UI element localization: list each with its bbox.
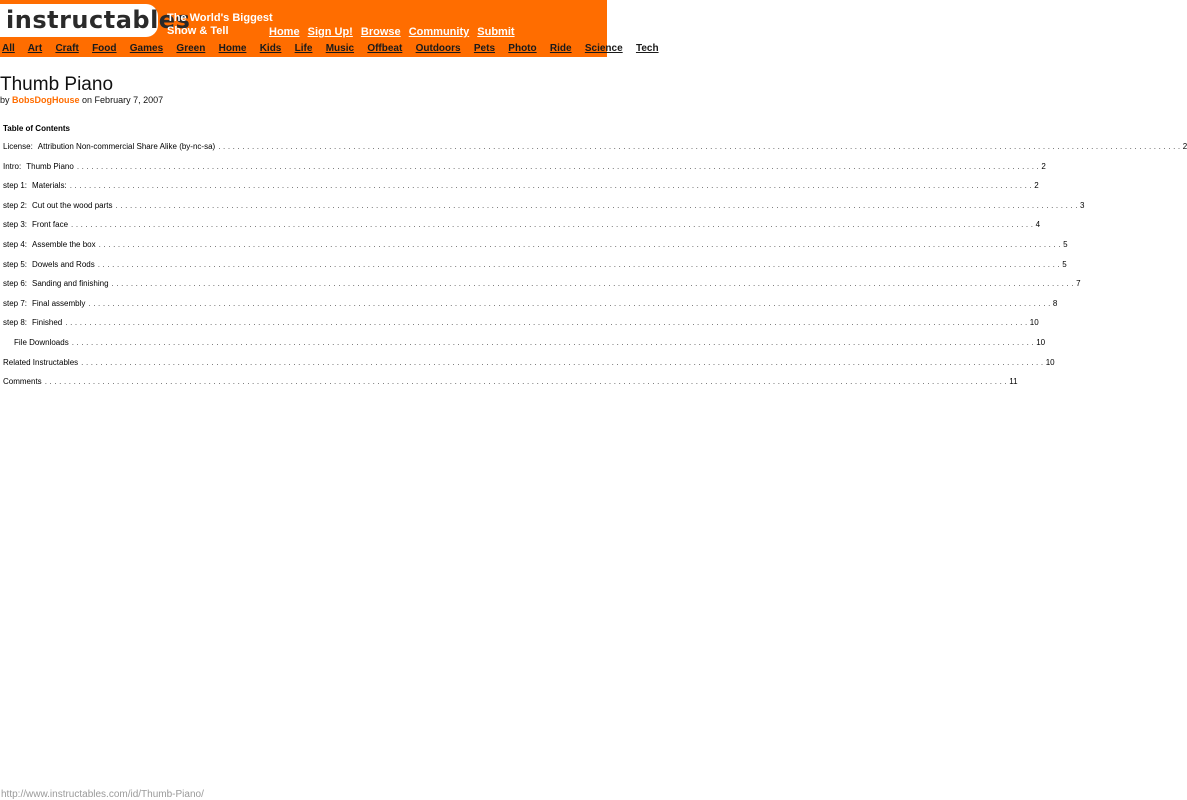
category-music-link[interactable]: Music: [325, 43, 355, 54]
toc-entry-label[interactable]: [3, 142, 218, 151]
toc-entry-prefix: step 2:: [3, 200, 28, 210]
category-pets-link[interactable]: Pets: [473, 43, 496, 54]
toc-entry-prefix: step 1:: [3, 181, 28, 191]
toc-page-number: 4: [1035, 220, 1041, 230]
toc-leader-dots: ........................................................................................................................................................................................................: [71, 220, 1036, 230]
toc-leader-dots: ........................................................................................................................................................................................................: [97, 259, 1063, 269]
toc-row[interactable]: [3, 259, 1067, 280]
toc-page-number: 10: [1029, 318, 1039, 328]
toc-entry-text[interactable]: Cut out the wood parts: [32, 200, 113, 210]
logo[interactable]: [0, 4, 191, 37]
toc-entry-text[interactable]: Thumb Piano: [26, 161, 74, 171]
toc-page-number: 5: [1063, 239, 1068, 249]
toc-entry-label[interactable]: [3, 299, 88, 308]
byline-by: by: [0, 95, 10, 105]
toc-row[interactable]: [3, 161, 1046, 182]
category-life-link[interactable]: Life: [294, 43, 313, 54]
toc-page-number: 5: [1062, 259, 1067, 269]
toc-entry-prefix: step 6:: [3, 279, 28, 289]
toc-entry-label[interactable]: [3, 220, 71, 229]
toc-entry-prefix: Intro:: [3, 161, 22, 171]
toc-entry-label[interactable]: [3, 338, 72, 347]
category-art-link[interactable]: Art: [27, 43, 43, 54]
byline: [0, 95, 163, 105]
tagline-line-2: Show & Tell: [167, 25, 229, 37]
toc-entry-text[interactable]: Assemble the box: [32, 239, 96, 249]
toc-page-number: 10: [1045, 357, 1055, 367]
toc-entry-text[interactable]: Finished: [32, 318, 63, 328]
toc-entry-text[interactable]: Materials:: [32, 181, 67, 191]
toc-row[interactable]: [3, 337, 1046, 358]
toc-entry-text[interactable]: Attribution Non-commercial Share Alike (by-nc-sa): [37, 142, 216, 151]
toc-row[interactable]: [3, 181, 1039, 201]
toc-row[interactable]: [3, 298, 1058, 319]
toc-entry-text[interactable]: Front face: [32, 220, 69, 230]
category-offbeat-link[interactable]: Offbeat: [367, 43, 403, 54]
publish-date: on February 7, 2007: [82, 95, 164, 105]
top-nav: [269, 26, 520, 38]
toc-entry-text[interactable]: File Downloads: [14, 337, 69, 347]
nav-signup-link[interactable]: Sign Up!: [307, 26, 353, 38]
toc-leader-dots: ........................................................................................................................................................................................................: [69, 181, 1035, 191]
toc-leader-dots: ........................................................................................................................................................................................................: [98, 239, 1064, 249]
nav-community-link[interactable]: Community: [408, 26, 470, 38]
toc-entry-prefix: step 3:: [3, 220, 28, 230]
toc-page-number: 2: [1041, 161, 1046, 171]
toc-row[interactable]: [3, 239, 1068, 260]
toc-leader-dots: ........................................................................................................................................................................................................: [111, 279, 1077, 289]
toc-entry-label[interactable]: [3, 181, 70, 190]
toc-page-number: 3: [1080, 200, 1085, 210]
site-header: [0, 0, 659, 57]
toc-entry-label[interactable]: [3, 201, 116, 210]
footer-url[interactable]: http://www.instructables.com/id/Thumb-Piano/: [1, 789, 204, 800]
toc-row[interactable]: [3, 318, 1039, 338]
toc-leader-dots: ........................................................................................................................................................................................................: [115, 200, 1081, 210]
nav-browse-link[interactable]: Browse: [360, 26, 401, 38]
category-home-link[interactable]: Home: [218, 43, 247, 54]
tagline-line-1: The World's Biggest: [167, 12, 273, 24]
toc-leader-dots: ........................................................................................................................................................................................................: [65, 318, 1030, 328]
category-tech-link[interactable]: Tech: [635, 43, 659, 54]
toc-leader-dots: ........................................................................................................................................................................................................: [218, 142, 1183, 151]
toc-entry-text[interactable]: Dowels and Rods: [32, 259, 95, 269]
toc-page-number: 8: [1052, 298, 1058, 308]
toc-entry-label[interactable]: [3, 279, 112, 288]
category-nav: [2, 43, 669, 54]
toc-entry-label[interactable]: [3, 162, 77, 171]
toc-entry-prefix: step 7:: [3, 298, 28, 308]
category-kids-link[interactable]: Kids: [259, 43, 282, 54]
toc-entry-label[interactable]: [3, 358, 81, 367]
toc-entry-prefix: step 8:: [3, 318, 28, 328]
category-green-link[interactable]: Green: [176, 43, 206, 54]
toc-entry-label[interactable]: [3, 260, 98, 269]
toc-heading: Table of Contents: [3, 124, 70, 133]
toc-entry-text[interactable]: Related Instructables: [3, 357, 79, 367]
toc-leader-dots: ........................................................................................................................................................................................................: [81, 357, 1046, 367]
toc-page-number: 11: [1009, 377, 1018, 387]
category-all-link[interactable]: All: [2, 43, 15, 54]
toc-page-number: 2: [1182, 142, 1187, 151]
toc-row[interactable]: [3, 377, 1018, 397]
toc-entry-label[interactable]: [3, 318, 65, 327]
page-title: Thumb Piano: [0, 74, 114, 95]
toc-entry-label[interactable]: [3, 377, 45, 386]
toc-entry-label[interactable]: [3, 240, 99, 249]
category-photo-link[interactable]: Photo: [508, 43, 537, 54]
toc-row[interactable]: [3, 220, 1041, 240]
toc-row[interactable]: [3, 357, 1055, 378]
toc-entry-text[interactable]: Comments: [3, 377, 42, 387]
author-link[interactable]: BobsDogHouse: [12, 95, 80, 105]
toc-page-number: 7: [1076, 279, 1081, 289]
toc-entry-text[interactable]: Final assembly: [32, 298, 86, 308]
toc-leader-dots: ........................................................................................................................................................................................................: [71, 337, 1037, 347]
toc-row[interactable]: [3, 279, 1081, 299]
toc-page-number: 10: [1036, 337, 1046, 347]
category-games-link[interactable]: Games: [129, 43, 164, 54]
table-of-contents: [3, 142, 1187, 397]
toc-entry-text[interactable]: Sanding and finishing: [32, 279, 109, 289]
toc-entry-prefix: step 4:: [3, 239, 28, 249]
toc-page-number: 2: [1034, 181, 1039, 191]
toc-leader-dots: ........................................................................................................................................................................................................: [76, 161, 1042, 171]
toc-leader-dots: ........................................................................................................................................................................................................: [44, 377, 1010, 387]
toc-leader-dots: ........................................................................................................................................................................................................: [88, 298, 1053, 308]
category-science-link[interactable]: Science: [584, 43, 623, 54]
tagline: [167, 12, 273, 38]
toc-row[interactable]: [3, 142, 1187, 162]
nav-home-link[interactable]: Home: [269, 26, 300, 38]
toc-entry-prefix: License:: [3, 142, 33, 151]
category-food-link[interactable]: Food: [92, 43, 117, 54]
category-outdoors-link[interactable]: Outdoors: [415, 43, 461, 54]
category-ride-link[interactable]: Ride: [549, 43, 572, 54]
nav-submit-link[interactable]: Submit: [477, 26, 515, 38]
logo-text[interactable]: instructables: [6, 6, 191, 34]
category-craft-link[interactable]: Craft: [55, 43, 79, 54]
toc-entry-prefix: step 5:: [3, 259, 28, 269]
toc-row[interactable]: [3, 200, 1085, 221]
